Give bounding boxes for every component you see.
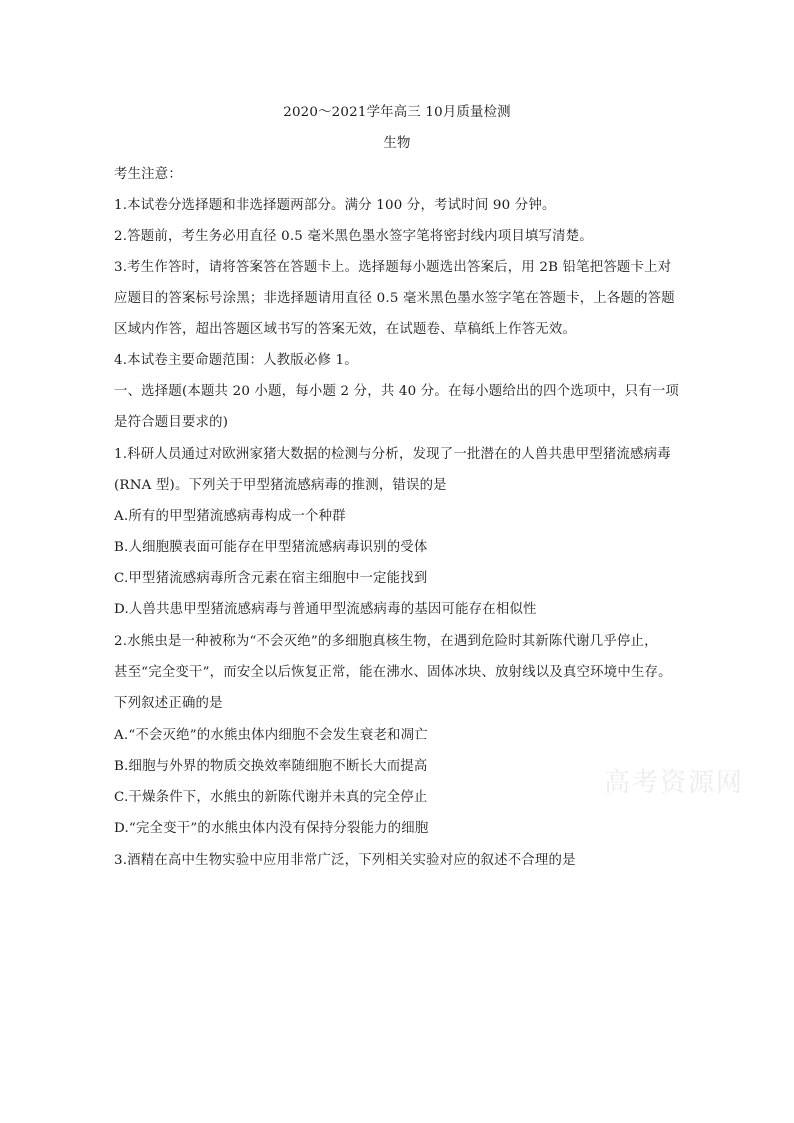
section-heading-line2: 是符合题目要求的) <box>114 415 229 430</box>
question-2-option-a: A.“不会灭绝”的水熊虫体内细胞不会发生衰老和凋亡 <box>114 728 428 743</box>
notice-item-1: 1.本试卷分选择题和非选择题两部分。满分 100 分，考试时间 90 分钟。 <box>114 198 556 213</box>
exam-title: 2020～2021学年高三 10月质量检测 <box>283 105 511 120</box>
question-2-stem-line2: 甚至“完全变干”，而安全以后恢复正常，能在沸水、固体冰块、放射线以及真空环境中生存。 <box>114 665 672 680</box>
exam-subject: 生物 <box>383 136 411 151</box>
question-2-stem-line1: 2.水熊虫是一种被称为“不会灭绝”的多细胞真核生物，在遇到危险时其新陈代谢几乎停止， <box>114 634 658 649</box>
section-heading-line1: 一、选择题(本题共 20 小题，每小题 2 分，共 40 分。在每小题给出的四个选项中，只有一项 <box>114 384 680 399</box>
notice-item-3-line3: 区域内作答，超出答题区域书写的答案无效，在试题卷、草稿纸上作答无效。 <box>114 322 577 337</box>
question-3-stem-line1: 3.酒精在高中生物实验中应用非常广泛，下列相关实验对应的叙述不合理的是 <box>114 853 576 868</box>
question-1-stem-line2: (RNA 型)。下列关于甲型猪流感病毒的推测，错误的是 <box>114 478 447 493</box>
question-1-option-a: A.所有的甲型猪流感病毒构成一个种群 <box>114 509 346 524</box>
notice-item-3-line1: 3.考生作答时，请将答案答在答题卡上。选择题每小题选出答案后，用 2B 铅笔把答题卡上对 <box>114 260 672 275</box>
watermark: 高考资源网 <box>604 768 745 798</box>
question-2-stem-line3: 下列叙述正确的是 <box>114 696 223 711</box>
question-1-option-b: B.人细胞膜表面可能存在甲型猪流感病毒识别的受体 <box>114 540 428 555</box>
question-1-option-d: D.人兽共患甲型猪流感病毒与普通甲型流感病毒的基因可能存在相似性 <box>114 602 537 617</box>
question-2-option-c: C.干燥条件下，水熊虫的新陈代谢并未真的完全停止 <box>114 790 428 805</box>
notice-item-3-line2: 应题目的答案标号涂黑；非选择题请用直径 0.5 毫米黑色墨水签字笔在答题卡，上各题的答题 <box>114 291 675 306</box>
question-2-option-b: B.细胞与外界的物质交换效率随细胞不断长大而提高 <box>114 759 428 774</box>
question-1-stem-line1: 1.科研人员通过对欧洲家猪大数据的检测与分析，发现了一批潜在的人兽共患甲型猪流感病毒 <box>114 447 671 462</box>
notice-item-4: 4.本试卷主要命题范围：人教版必修 1。 <box>114 353 358 368</box>
notice-item-2: 2.答题前，考生务必用直径 0.5 毫米黑色墨水签字笔将密封线内项目填写清楚。 <box>114 229 593 244</box>
notice-heading: 考生注意： <box>114 167 182 182</box>
question-2-option-d: D.“完全变干”的水熊虫体内没有保持分裂能力的细胞 <box>114 821 429 836</box>
question-1-option-c: C.甲型猪流感病毒所含元素在宿主细胞中一定能找到 <box>114 571 428 586</box>
